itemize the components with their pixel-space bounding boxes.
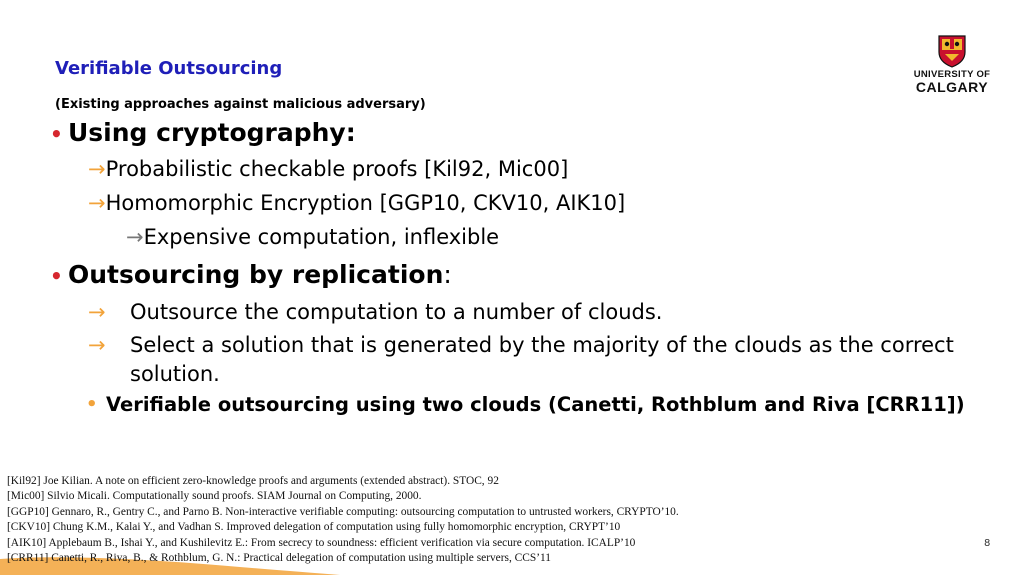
reference-item: [GGP10] Gennaro, R., Gentry C., and Parno B. Non-interactive verifiable computing: outsourcing computation to untrusted workers, CRYPTO’10. — [7, 505, 679, 518]
reference-item: [Kil92] Joe Kilian. A note on efficient zero-knowledge proofs and arguments (extended abstract). STOC, 92 — [7, 475, 499, 487]
crypto-subitem: Expensive computation, inflexible — [143, 225, 500, 249]
bullet-replication-colon: : — [443, 260, 452, 289]
list-item — [88, 300, 663, 324]
slide-title: Verifiable Outsourcing — [55, 58, 283, 79]
logo-line1: UNIVERSITY OF — [913, 69, 991, 80]
bullet-replication-title: Outsourcing by replication — [68, 260, 444, 289]
arrow-right-icon: → — [88, 157, 106, 181]
reference-item: [AIK10] Applebaum B., Ishai Y., and Kushilevitz E.: From secrecy to soundness: efficient verification via secure computation. ICALP’10 — [7, 536, 636, 549]
list-item — [126, 225, 499, 249]
bullet-dot-icon: • — [50, 264, 63, 288]
logo-line2: CALGARY — [915, 79, 989, 95]
replication-item-2: Select a solution that is generated by the majority of the clouds as the correct — [130, 333, 954, 357]
bullet-cryptography-title: Using cryptography: — [68, 118, 356, 147]
list-item — [88, 157, 568, 181]
page-number: 8 — [984, 538, 991, 549]
arrow-right-icon: → — [126, 225, 144, 249]
replication-item-1: Outsource the computation to a number of clouds. — [130, 300, 663, 324]
university-logo — [906, 34, 998, 96]
reference-item: [CKV10] Chung K.M., Kalai Y., and Vadhan S. Improved delegation of computation using fully homomorphic encryption, CRYPT’10 — [7, 521, 621, 534]
arrow-right-icon: → — [88, 333, 106, 357]
reference-item: [Mic00] Silvio Micali. Computationally sound proofs. SIAM Journal on Computing, 2000. — [7, 490, 422, 503]
list-item — [88, 333, 954, 357]
bullet-dot-icon: • — [86, 394, 98, 415]
replication-item-2-cont: solution. — [130, 362, 220, 386]
references — [7, 474, 679, 566]
university-crest-icon — [937, 34, 967, 68]
arrow-right-icon: → — [88, 300, 106, 324]
slide-subtitle: (Existing approaches against malicious adversary) — [55, 97, 426, 112]
list-item — [88, 191, 625, 215]
arrow-right-icon: → — [88, 191, 106, 215]
reference-item: [CRR11] Canetti, R., Riva, B., & Rothblum, G. N.: Practical delegation of computation using multiple servers, CCS’11 — [7, 552, 551, 565]
crypto-item-2: Homomorphic Encryption [GGP10, CKV10, AIK10] — [105, 191, 626, 215]
bullet-dot-icon: • — [50, 122, 63, 146]
replication-highlight-text: Verifiable outsourcing using two clouds (Canetti, Rothblum and Riva [CRR11]) — [106, 393, 965, 416]
crypto-item-1: Probabilistic checkable proofs [Kil92, Mic00] — [105, 157, 569, 181]
